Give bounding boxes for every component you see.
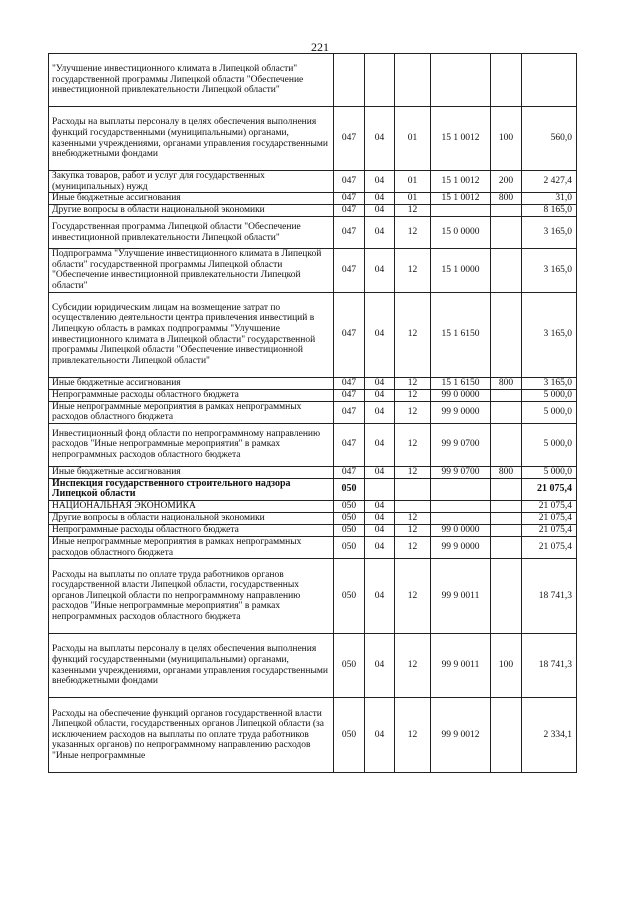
cell-csr: 99 0 0000 <box>431 524 491 536</box>
cell-ved: 050 <box>334 559 365 634</box>
cell-rz: 04 <box>365 698 395 773</box>
cell-pr: 12 <box>395 423 431 466</box>
cell-sum: 8 165,0 <box>522 205 577 217</box>
cell-name: Подпрограмма "Улучшение инвестиционного климата в Липецкой области" государственной программы Липецкой области "Обеспечение инвестиционной привлекательности Липецкой области" <box>49 249 334 292</box>
cell-rz: 04 <box>365 512 395 524</box>
cell-sum: 21 075,4 <box>522 524 577 536</box>
cell-ved: 047 <box>334 292 365 377</box>
cell-name: Расходы на обеспечение функций органов государственной власти Липецкой области, государственных органов Липецкой области (за исключением расходов на выплаты по оплате труда работников указанных органов) по непрограммному направлению расходов "Иные непрограммные <box>49 698 334 773</box>
cell-ved: 050 <box>334 698 365 773</box>
cell-rz <box>365 478 395 500</box>
table-row <box>49 171 577 193</box>
cell-vr: 100 <box>491 107 522 171</box>
cell-csr: 99 9 0012 <box>431 698 491 773</box>
cell-ved: 047 <box>334 249 365 292</box>
cell-pr: 12 <box>395 377 431 389</box>
cell-sum: 21 075,4 <box>522 536 577 558</box>
cell-csr: 99 9 0000 <box>431 536 491 558</box>
cell-pr: 12 <box>395 205 431 217</box>
cell-sum: 18 741,3 <box>522 559 577 634</box>
cell-name: Инвестиционный фонд области по непрограммному направлению расходов "Иные непрограммные мероприятия" в рамках непрограммных расходов областного бюджета <box>49 423 334 466</box>
cell-sum: 31,0 <box>522 193 577 205</box>
table-row <box>49 423 577 466</box>
cell-rz: 04 <box>365 249 395 292</box>
cell-rz: 04 <box>365 423 395 466</box>
cell-pr <box>395 478 431 500</box>
cell-csr <box>431 512 491 524</box>
cell-name: Субсидии юридическим лицам на возмещение затрат по осуществлению деятельности центра привлечения инвестиций в Липецкую область в рамках подпрограммы "Улучшение инвестиционного климата в Липецкой области" государственной программы Липецкой области "Обеспечение инвестиционной привлекательности Липецкой области" <box>49 292 334 377</box>
cell-name: Закупка товаров, работ и услуг для государственных (муниципальных) нужд <box>49 171 334 193</box>
cell-name: Расходы на выплаты персоналу в целях обеспечения выполнения функций государственными (муниципальными) органами, казенными учреждениями, органами управления государственными внебюджетными фондами <box>49 107 334 171</box>
cell-rz: 04 <box>365 217 395 249</box>
cell-ved: 050 <box>334 512 365 524</box>
cell-csr: 15 1 6150 <box>431 292 491 377</box>
cell-vr <box>491 500 522 512</box>
cell-vr <box>491 249 522 292</box>
cell-csr: 99 9 0700 <box>431 466 491 478</box>
cell-csr: 99 9 0700 <box>431 423 491 466</box>
cell-vr <box>491 292 522 377</box>
cell-name: НАЦИОНАЛЬНАЯ ЭКОНОМИКА <box>49 500 334 512</box>
cell-sum: 21 075,4 <box>522 512 577 524</box>
cell-vr: 800 <box>491 466 522 478</box>
cell-ved: 047 <box>334 171 365 193</box>
table-row <box>49 107 577 171</box>
cell-vr <box>491 389 522 401</box>
cell-pr: 12 <box>395 536 431 558</box>
cell-csr: 15 1 0012 <box>431 171 491 193</box>
cell-pr: 12 <box>395 634 431 698</box>
cell-sum: 2 427,4 <box>522 171 577 193</box>
cell-vr: 100 <box>491 634 522 698</box>
cell-sum: 3 165,0 <box>522 292 577 377</box>
cell-rz: 04 <box>365 634 395 698</box>
table-row <box>49 389 577 401</box>
table-row <box>49 249 577 292</box>
cell-pr <box>395 54 431 107</box>
cell-csr: 15 0 0000 <box>431 217 491 249</box>
cell-name: Расходы на выплаты по оплате труда работников органов государственной власти Липецкой области, государственных органов Липецкой области по непрограммному направлению расходов "Иные непрограммные мероприятия" в рамках непрограммных расходов областного бюджета <box>49 559 334 634</box>
table-row <box>49 377 577 389</box>
cell-pr: 12 <box>395 401 431 423</box>
cell-ved: 050 <box>334 536 365 558</box>
cell-vr <box>491 524 522 536</box>
cell-csr: 99 9 0011 <box>431 559 491 634</box>
table-row <box>49 205 577 217</box>
cell-sum: 5 000,0 <box>522 401 577 423</box>
cell-vr: 800 <box>491 377 522 389</box>
cell-ved: 050 <box>334 478 365 500</box>
cell-vr <box>491 559 522 634</box>
cell-ved: 047 <box>334 193 365 205</box>
table-row <box>49 217 577 249</box>
table-row <box>49 634 577 698</box>
cell-vr <box>491 54 522 107</box>
cell-rz: 04 <box>365 389 395 401</box>
cell-vr <box>491 423 522 466</box>
cell-pr: 12 <box>395 559 431 634</box>
cell-vr: 800 <box>491 193 522 205</box>
cell-pr: 01 <box>395 107 431 171</box>
cell-pr: 12 <box>395 512 431 524</box>
cell-sum: 5 000,0 <box>522 423 577 466</box>
cell-pr: 12 <box>395 292 431 377</box>
cell-name: "Улучшение инвестиционного климата в Липецкой области" государственной программы Липецкой области "Обеспечение инвестиционной привлекательности Липецкой области" <box>49 54 334 107</box>
cell-pr: 12 <box>395 389 431 401</box>
cell-vr <box>491 536 522 558</box>
cell-pr: 12 <box>395 466 431 478</box>
cell-rz: 04 <box>365 171 395 193</box>
cell-ved: 047 <box>334 401 365 423</box>
cell-csr: 99 9 0011 <box>431 634 491 698</box>
cell-rz: 04 <box>365 500 395 512</box>
cell-sum: 18 741,3 <box>522 634 577 698</box>
cell-sum: 560,0 <box>522 107 577 171</box>
cell-rz: 04 <box>365 536 395 558</box>
cell-ved: 050 <box>334 524 365 536</box>
cell-ved: 050 <box>334 500 365 512</box>
budget-table-body <box>49 54 577 773</box>
cell-sum: 21 075,4 <box>522 500 577 512</box>
cell-name: Иные бюджетные ассигнования <box>49 193 334 205</box>
cell-ved: 047 <box>334 107 365 171</box>
cell-rz: 04 <box>365 193 395 205</box>
table-row <box>49 512 577 524</box>
cell-pr: 12 <box>395 217 431 249</box>
cell-rz: 04 <box>365 377 395 389</box>
cell-sum: 5 000,0 <box>522 466 577 478</box>
cell-sum: 3 165,0 <box>522 377 577 389</box>
cell-sum: 3 165,0 <box>522 217 577 249</box>
cell-rz: 04 <box>365 292 395 377</box>
cell-csr <box>431 205 491 217</box>
table-row <box>49 401 577 423</box>
cell-sum: 5 000,0 <box>522 389 577 401</box>
cell-vr <box>491 401 522 423</box>
page-number: 221 <box>311 40 329 54</box>
cell-pr <box>395 500 431 512</box>
cell-ved: 047 <box>334 389 365 401</box>
cell-name: Другие вопросы в области национальной экономики <box>49 512 334 524</box>
cell-ved: 050 <box>334 634 365 698</box>
cell-vr <box>491 205 522 217</box>
cell-name: Иные непрограммные мероприятия в рамках непрограммных расходов областного бюджета <box>49 401 334 423</box>
cell-csr: 15 1 0012 <box>431 193 491 205</box>
cell-csr <box>431 500 491 512</box>
cell-ved <box>334 54 365 107</box>
cell-pr: 12 <box>395 524 431 536</box>
cell-pr: 12 <box>395 698 431 773</box>
table-row <box>49 466 577 478</box>
cell-name: Иные бюджетные ассигнования <box>49 377 334 389</box>
table-row <box>49 54 577 107</box>
cell-name: Непрограммные расходы областного бюджета <box>49 524 334 536</box>
table-row <box>49 559 577 634</box>
cell-sum: 21 075,4 <box>522 478 577 500</box>
table-row <box>49 524 577 536</box>
cell-sum: 3 165,0 <box>522 249 577 292</box>
cell-name: Государственная программа Липецкой области "Обеспечение инвестиционной привлекательности Липецкой области" <box>49 217 334 249</box>
cell-rz: 04 <box>365 466 395 478</box>
cell-csr <box>431 478 491 500</box>
cell-ved: 047 <box>334 217 365 249</box>
cell-vr <box>491 698 522 773</box>
cell-vr <box>491 217 522 249</box>
cell-name: Иные бюджетные ассигнования <box>49 466 334 478</box>
cell-csr: 15 1 0012 <box>431 107 491 171</box>
cell-csr: 15 1 0000 <box>431 249 491 292</box>
table-row <box>49 193 577 205</box>
cell-name: Расходы на выплаты персоналу в целях обеспечения выполнения функций государственными (муниципальными) органами, казенными учреждениями, органами управления государственными внебюджетными фондами <box>49 634 334 698</box>
cell-rz: 04 <box>365 205 395 217</box>
cell-rz: 04 <box>365 401 395 423</box>
table-row <box>49 478 577 500</box>
cell-sum <box>522 54 577 107</box>
cell-rz: 04 <box>365 524 395 536</box>
cell-name: Другие вопросы в области национальной экономики <box>49 205 334 217</box>
cell-name: Непрограммные расходы областного бюджета <box>49 389 334 401</box>
cell-pr: 01 <box>395 193 431 205</box>
cell-pr: 12 <box>395 249 431 292</box>
cell-rz: 04 <box>365 559 395 634</box>
cell-pr: 01 <box>395 171 431 193</box>
cell-name: Иные непрограммные мероприятия в рамках непрограммных расходов областного бюджета <box>49 536 334 558</box>
table-row <box>49 536 577 558</box>
cell-ved: 047 <box>334 423 365 466</box>
budget-table <box>48 53 577 773</box>
cell-csr: 99 0 0000 <box>431 389 491 401</box>
cell-ved: 047 <box>334 466 365 478</box>
cell-rz: 04 <box>365 107 395 171</box>
cell-ved: 047 <box>334 205 365 217</box>
cell-name: Инспекция государственного строительного надзора Липецкой области <box>49 478 334 500</box>
cell-sum: 2 334,1 <box>522 698 577 773</box>
table-row <box>49 292 577 377</box>
cell-csr: 15 1 6150 <box>431 377 491 389</box>
cell-csr <box>431 54 491 107</box>
cell-ved: 047 <box>334 377 365 389</box>
table-row <box>49 500 577 512</box>
cell-csr: 99 9 0000 <box>431 401 491 423</box>
cell-vr <box>491 512 522 524</box>
cell-vr <box>491 478 522 500</box>
cell-vr: 200 <box>491 171 522 193</box>
table-row <box>49 698 577 773</box>
cell-rz <box>365 54 395 107</box>
